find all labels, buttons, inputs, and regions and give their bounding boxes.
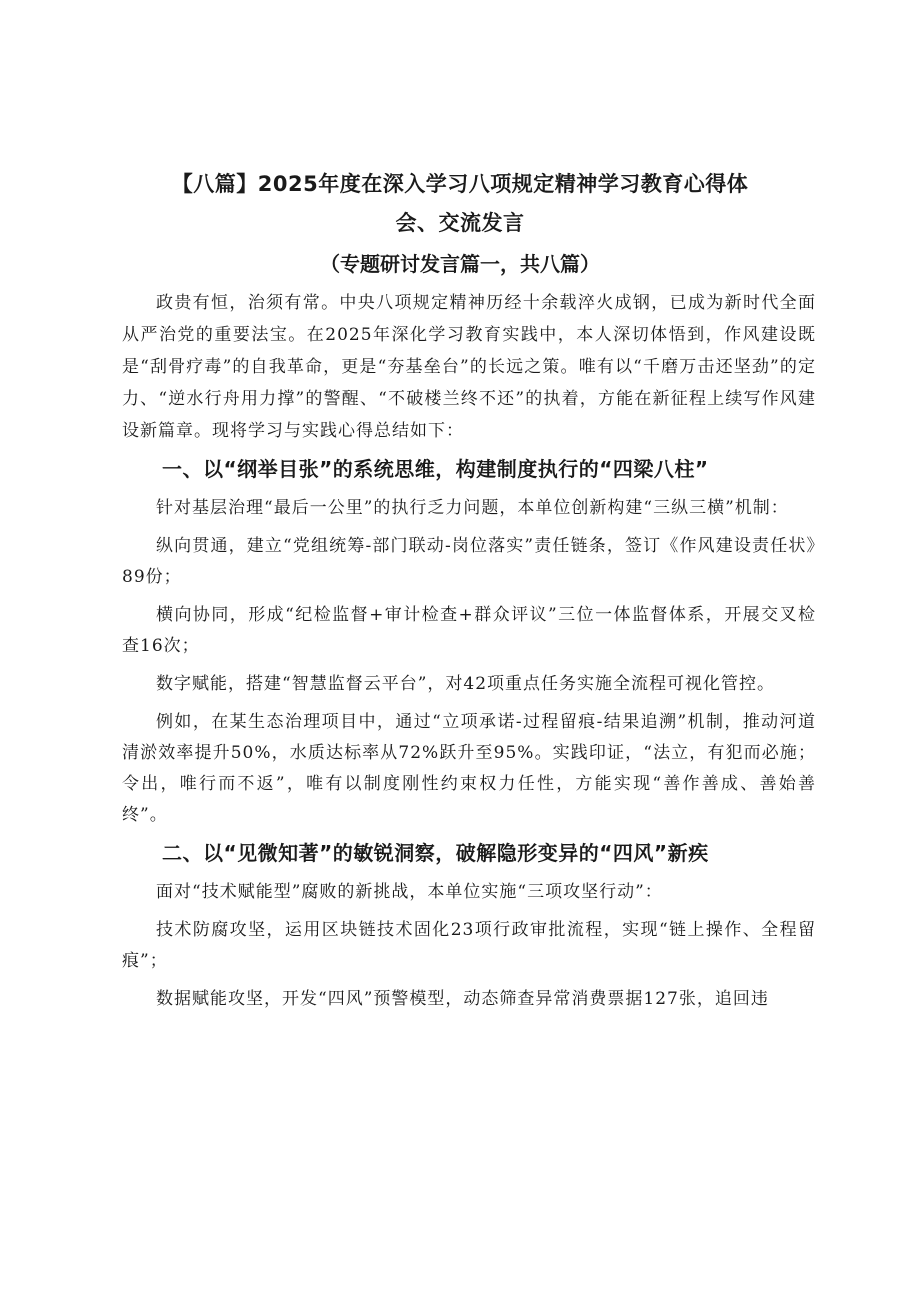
section-2-paragraph: 面对“技术赋能型”腐败的新挑战，本单位实施“三项攻坚行动”： (156, 882, 663, 902)
section-1-paragraph: 横向协同，形成“纪检监督+审计检查+群众评议”三位一体监督体系，开展交叉检查16次； (122, 605, 816, 656)
section-1-paragraph: 纵向贯通，建立“党组统筹-部门联动-岗位落实”责任链条，签订《作风建设责任状》89份； (122, 536, 816, 587)
document-body (122, 287, 816, 1022)
section-2-paragraph: 技术防腐攻坚，运用区块链技术固化23项行政审批流程，实现“链上操作、全程留痕”； (122, 920, 816, 971)
document-subtitle: （专题研讨发言篇一，共八篇） (320, 252, 600, 276)
section-1-paragraph: 例如，在某生态治理项目中，通过“立项承诺-过程留痕-结果追溯”机制，推动河道清淤效率提升50%，水质达标率从72%跃升至95%。实践印证，“法立，有犯而必施；令出，唯行而不返”，唯有以制度刚性约束权力任性，方能实现“善作善成、善始善终”。 (122, 712, 816, 825)
intro-paragraph: 政贵有恒，治须有常。中央八项规定精神历经十余载淬火成钢，已成为新时代全面从严治党的重要法宝。在2025年深化学习教育实践中，本人深切体悟到，作风建设既是“刮骨疗毒”的自我革命，更是“夯基垒台”的长远之策。唯有以“千磨万击还坚劲”的定力、“逆水行舟用力撑”的警醒、“不破楼兰终不还”的执着，方能在新征程上续写作风建设新篇章。现将学习与实践心得总结如下： (122, 293, 816, 441)
section-2-paragraph: 数据赋能攻坚，开发“四风”预警模型，动态筛查异常消费票据127张，追回违 (156, 989, 769, 1009)
section-1-paragraph: 数字赋能，搭建“智慧监督云平台”，对42项重点任务实施全流程可视化管控。 (156, 674, 776, 694)
section-1-paragraph: 针对基层治理“最后一公里”的执行乏力问题，本单位创新构建“三纵三横”机制： (156, 498, 789, 518)
document-title-line-1: 【八篇】2025年度在深入学习八项规定精神学习教育心得体 (171, 172, 749, 196)
section-1-heading: 一、以“纲举目张”的系统思维，构建制度执行的“四梁八柱” (162, 457, 709, 481)
document-title-line-2: 会、交流发言 (395, 211, 525, 235)
section-2-heading: 二、以“见微知著”的敏锐洞察，破解隐形变异的“四风”新疾 (162, 841, 709, 865)
